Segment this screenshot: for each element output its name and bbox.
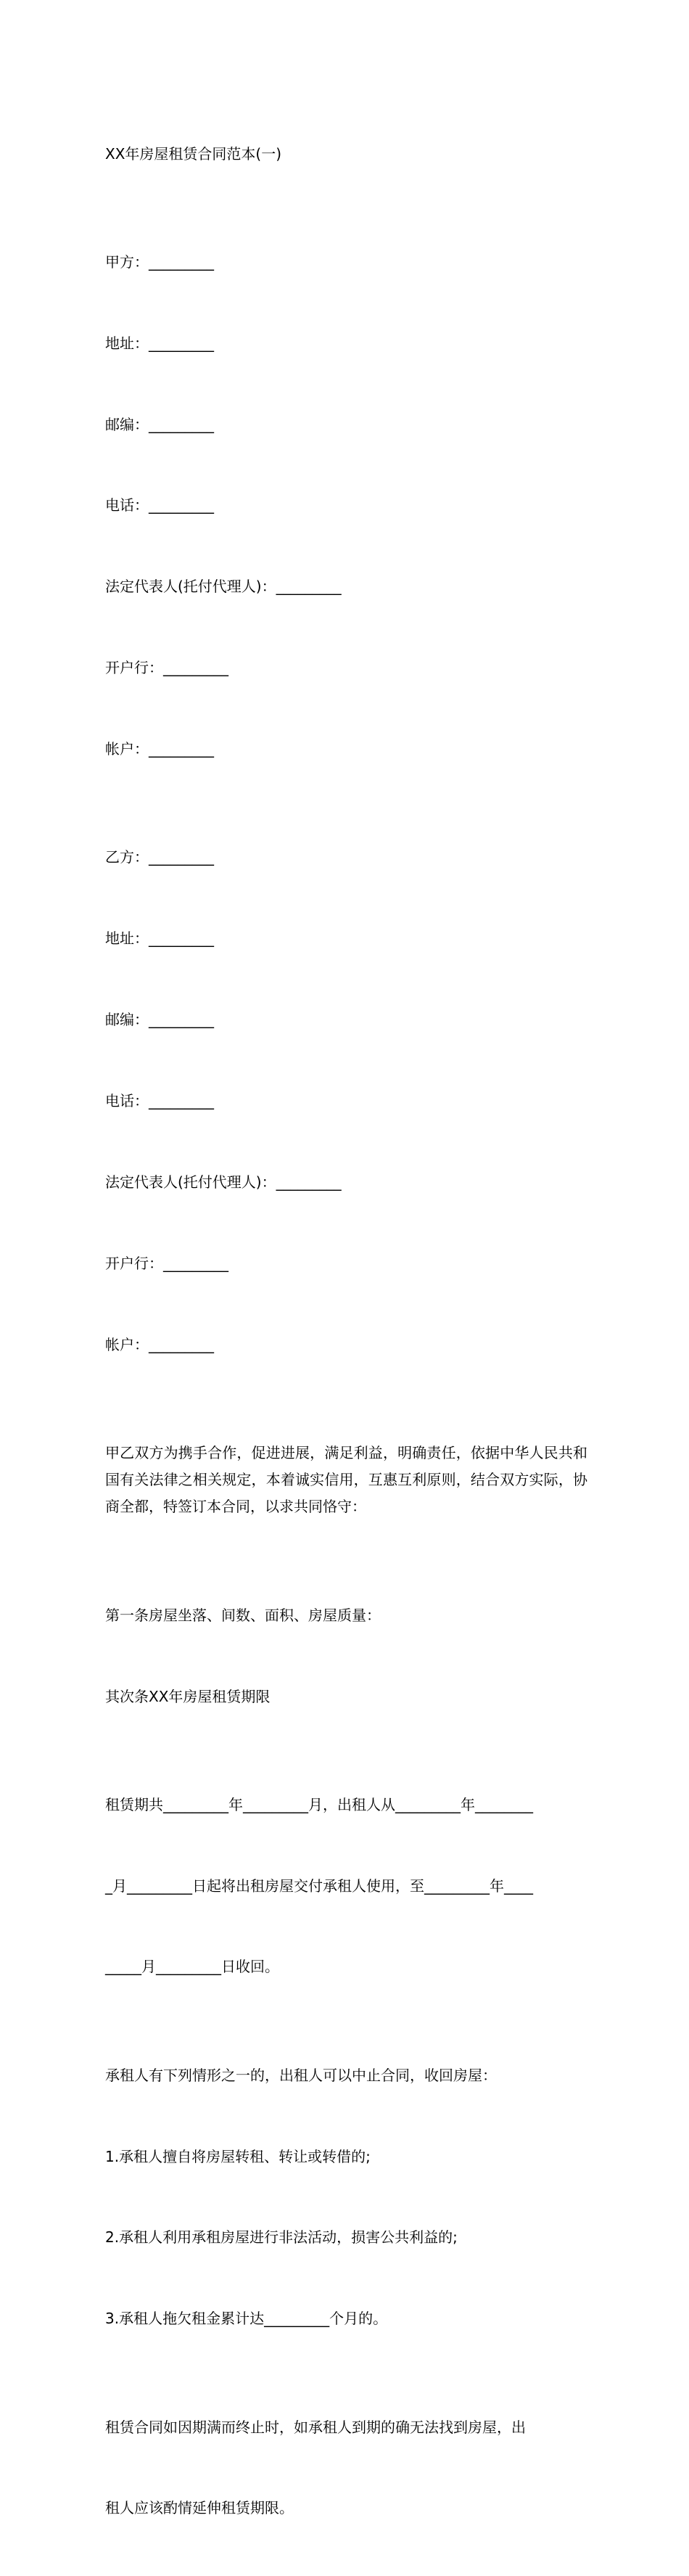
expiry-clause-line: 租人应该酌情延伸租赁期限。	[105, 2499, 294, 2517]
party-b-representative-field: 法定代表人(托付代理人)：_________	[105, 1173, 342, 1191]
party-a-name-field: 甲方：_________	[105, 253, 214, 271]
party-a-phone-field: 电话：_________	[105, 496, 214, 514]
document-title: XX年房屋租赁合同范本(一)	[105, 144, 282, 163]
party-a-account-field: 帐户：_________	[105, 740, 214, 758]
lease-period-line: _____月_________日收回。	[105, 1958, 279, 1976]
article-1-heading: 第一条房屋坐落、间数、面积、房屋质量：	[105, 1606, 381, 1624]
document-body	[105, 86, 587, 2576]
party-a-representative-field: 法定代表人(托付代理人)：_________	[105, 578, 342, 596]
preamble-paragraph: 甲乙双方为携手合作，促进进展，满足利益，明确责任，依据中华人民共和国有关法律之相关规定，本着诚实信用，互惠互利原则，结合双方实际，协商全都，特签订本合同，以求共同恪守：	[105, 1443, 587, 1516]
termination-item: 3.承租人拖欠租金累计达_________个月的。	[105, 2310, 388, 2328]
party-a-bank-field: 开户行：_________	[105, 659, 228, 677]
party-b-account-field: 帐户：_________	[105, 1335, 214, 1353]
party-a-postcode-field: 邮编：_________	[105, 415, 214, 433]
article-2-heading: 其次条XX年房屋租赁期限	[105, 1687, 271, 1705]
termination-item: 1.承租人擅自将房屋转租、转让或转借的;	[105, 2147, 371, 2165]
termination-intro: 承租人有下列情形之一的，出租人可以中止合同，收回房屋：	[105, 2066, 497, 2084]
party-b-address-field: 地址：_________	[105, 930, 214, 948]
party-b-phone-field: 电话：_________	[105, 1091, 214, 1109]
expiry-clause-line: 租赁合同如因期满而终止时，如承租人到期的确无法找到房屋，出	[105, 2418, 526, 2436]
lease-period-line: _月_________日起将出租房屋交付承租人使用，至_________年____	[105, 1876, 533, 1895]
party-a-address-field: 地址：_________	[105, 334, 214, 352]
termination-item: 2.承租人利用承租房屋进行非法活动，损害公共利益的;	[105, 2228, 458, 2247]
party-b-name-field: 乙方：_________	[105, 848, 214, 866]
party-b-postcode-field: 邮编：_________	[105, 1011, 214, 1029]
party-b-bank-field: 开户行：_________	[105, 1254, 228, 1272]
lease-period-line: 租赁期共_________年_________月，出租人从_________年________	[105, 1795, 533, 1813]
